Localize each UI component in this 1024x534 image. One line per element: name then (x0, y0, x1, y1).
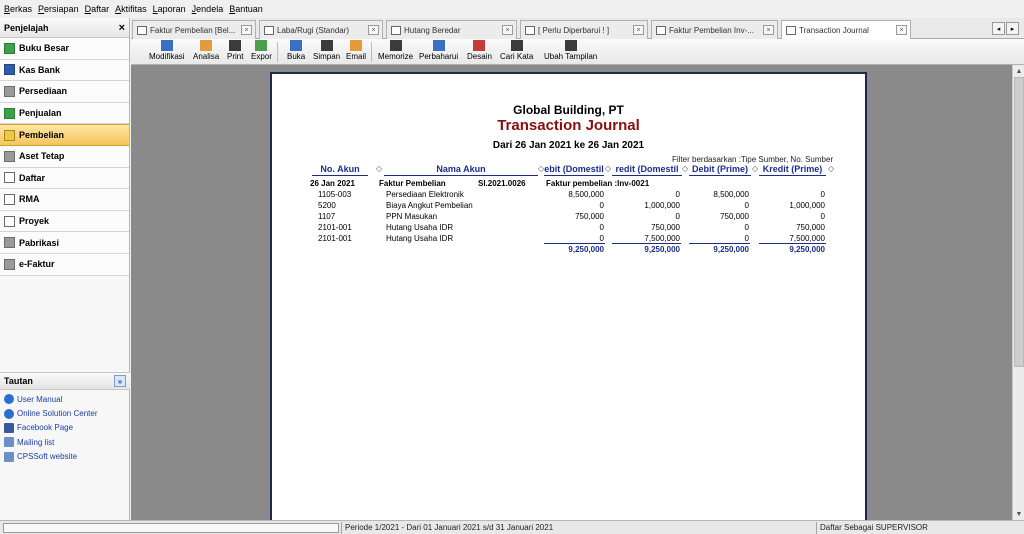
email-icon (350, 40, 362, 51)
help-icon (4, 409, 14, 419)
cell-debit-domestik: 0 (599, 223, 604, 232)
link-mailing-list[interactable] (0, 435, 130, 449)
status-bar (0, 520, 1024, 534)
sidebar-item-proyek[interactable] (0, 211, 129, 233)
ledger-icon (4, 43, 15, 54)
status-user: Daftar Sebagai SUPERVISOR (820, 523, 928, 532)
sidebar-item-e-faktur[interactable] (0, 254, 129, 276)
cell-name: PPN Masukan (386, 212, 438, 221)
toolbar-separator (371, 42, 372, 62)
link-cpssoft-website[interactable] (0, 450, 130, 464)
cell-kredit-prime: 1,000,000 (789, 201, 825, 210)
report-icon (391, 26, 401, 35)
sidebar-item-label: Pabrikasi (19, 237, 60, 248)
link-label: CPSSoft website (17, 452, 78, 462)
perbaharui-button[interactable] (419, 40, 458, 61)
help-icon (4, 394, 14, 404)
efaktur-icon (4, 259, 15, 270)
tab-label: Laba/Rugi (Standar) (277, 25, 350, 35)
menu-bar (0, 0, 1024, 18)
report-icon (264, 26, 274, 35)
tab-label: Faktur Pembelian [Bel... (150, 25, 236, 35)
status-divider (816, 522, 817, 534)
group-type: Faktur Pembelian (379, 179, 446, 188)
link-label: Online Solution Center (17, 409, 98, 419)
close-icon[interactable]: × (763, 25, 774, 35)
tab-label: Faktur Pembelian Inv-... (669, 25, 754, 35)
cell-acct: 5200 (318, 201, 336, 210)
scroll-down-icon[interactable]: ▼ (1015, 510, 1023, 518)
vertical-scrollbar[interactable] (1012, 65, 1024, 520)
cell-name: Persediaan Elektronik (386, 190, 464, 199)
save-icon (321, 40, 333, 51)
cell-kredit-prime: 7,500,000 (789, 234, 825, 243)
tab-perlu-diperbarui[interactable] (520, 20, 648, 39)
cell-kredit-domestik: 7,500,000 (644, 234, 680, 243)
desain-button[interactable] (467, 40, 492, 61)
toolbar-label: Buka (287, 52, 306, 61)
toolbar-label: Perbaharui (419, 52, 459, 61)
cell-name: Hutang Usaha IDR (386, 234, 454, 243)
progress-bar (3, 523, 339, 533)
list-icon (4, 172, 15, 183)
refresh-icon (433, 40, 445, 51)
rma-icon (4, 194, 15, 205)
buka-button[interactable] (287, 40, 305, 61)
document-tab-bar (131, 18, 1024, 39)
mail-icon (4, 437, 14, 447)
status-period: Periode 1/2021 - Dari 01 Januari 2021 s/d 31 Januari 2021 (345, 523, 554, 532)
col-header-kredit-domestik[interactable]: redit (Domestil (612, 164, 682, 176)
toolbar-label: Modifikasi (149, 52, 185, 61)
sidebar-item-label: Pembelian (19, 130, 65, 141)
cari-kata-button[interactable] (500, 40, 533, 61)
sort-icon[interactable]: ◇ (828, 164, 835, 173)
tab-label: Hutang Beredar (404, 25, 461, 35)
cell-kredit-domestik: 750,000 (651, 223, 680, 232)
ubah-tampilan-button[interactable] (544, 40, 597, 61)
sales-icon (4, 108, 15, 119)
cell-name: Hutang Usaha IDR (386, 223, 454, 232)
scroll-thumb[interactable] (1014, 77, 1024, 367)
sort-icon[interactable]: ◇ (605, 164, 612, 173)
sort-icon[interactable]: ◇ (752, 164, 759, 173)
edit-view-icon (565, 40, 577, 51)
close-icon[interactable]: × (896, 25, 907, 35)
toolbar-label: Cari Kata (500, 52, 534, 61)
sidebar-item-label: Penjualan (19, 108, 62, 119)
group-number: SI.2021.0026 (478, 179, 526, 188)
menu-aktifitas[interactable]: Aktifitas (115, 4, 147, 14)
modifikasi-button[interactable] (149, 40, 185, 61)
tab-faktur-pembelian-inv[interactable] (651, 20, 778, 39)
cell-name: Biaya Angkut Pembelian (386, 201, 473, 210)
close-icon[interactable]: × (633, 25, 644, 35)
sidebar-item-label: Proyek (19, 216, 50, 227)
toolbar-label: Ubah Tampilan (544, 52, 598, 61)
cart-icon (656, 26, 666, 35)
cell-kredit-domestik: 0 (675, 190, 680, 199)
memorize-icon (390, 40, 402, 51)
sidebar-title: Penjelajah (4, 22, 49, 33)
cell-acct: 2101-001 (318, 234, 352, 243)
link-label: Facebook Page (17, 423, 74, 433)
link-online-solution-center[interactable] (0, 406, 130, 420)
simpan-button[interactable] (313, 40, 340, 61)
close-icon[interactable]: × (368, 25, 379, 35)
group-date: 26 Jan 2021 (310, 179, 355, 188)
chevron-left-icon[interactable]: ◂ (992, 22, 1005, 35)
menu-persiapan[interactable]: Persiapan (38, 4, 79, 14)
cell-kredit-domestik: 0 (675, 212, 680, 221)
toolbar-separator (277, 42, 278, 62)
company-name: Global Building, PT (513, 103, 624, 117)
link-label: Mailing list (17, 437, 55, 447)
total-kredit-prime: 9,250,000 (789, 245, 825, 254)
modify-icon (161, 40, 173, 51)
col-header-nama-akun[interactable]: Nama Akun (384, 164, 538, 176)
toolbar-label: Simpan (313, 52, 341, 61)
group-desc: Faktur pembelian :Inv-0021 (546, 179, 650, 188)
status-divider (341, 522, 342, 534)
cell-kredit-prime: 750,000 (796, 223, 825, 232)
col-header-debit-domestik[interactable]: ebit (Domestil (544, 164, 604, 174)
report-filter: Filter berdasarkan :Tipe Sumber, No. Sumber (672, 155, 834, 164)
chevron-right-icon[interactable]: ▸ (1006, 22, 1019, 35)
sort-icon[interactable]: ◇ (538, 164, 545, 173)
menu-laporan[interactable]: Laporan (152, 4, 186, 14)
cell-acct: 1107 (318, 212, 336, 221)
report-title: Transaction Journal (497, 117, 640, 134)
web-icon (4, 452, 14, 462)
open-icon (290, 40, 302, 51)
sidebar-item-buku-besar[interactable] (0, 38, 129, 60)
search-icon (511, 40, 523, 51)
scroll-up-icon[interactable]: ▲ (1015, 67, 1023, 75)
memorize-button[interactable] (378, 40, 413, 61)
toolbar-label: Memorize (378, 52, 414, 61)
tab-transaction-journal[interactable] (781, 20, 911, 40)
tab-laba-rugi[interactable] (259, 20, 383, 39)
close-icon[interactable]: × (241, 25, 252, 35)
analisa-button[interactable] (193, 40, 219, 61)
sidebar-item-penjualan[interactable] (0, 103, 129, 125)
link-user-manual[interactable] (0, 392, 130, 406)
col-header-kredit-prime[interactable]: Kredit (Prime) (759, 164, 826, 176)
cell-debit-prime: 0 (744, 234, 749, 243)
toolbar-label: Expor (251, 52, 272, 61)
col-header-no-akun[interactable]: No. Akun (312, 164, 368, 176)
sidebar-item-persediaan[interactable] (0, 81, 129, 103)
sort-icon[interactable]: ◇ (376, 164, 383, 173)
chart-icon (200, 40, 212, 51)
links-header (0, 372, 130, 390)
sidebar-item-daftar[interactable] (0, 168, 129, 190)
sidebar-item-pembelian[interactable] (0, 124, 129, 146)
cell-debit-domestik: 0 (599, 234, 604, 243)
cart-icon (525, 26, 535, 35)
bank-icon (4, 64, 15, 75)
menu-bantuan[interactable]: Bantuan (229, 4, 263, 14)
sidebar-item-aset-tetap[interactable] (0, 146, 129, 168)
sidebar-item-label: Persediaan (19, 86, 68, 97)
menu-berkas[interactable]: Berkas (4, 4, 33, 14)
sidebar-item-label: Aset Tetap (19, 151, 65, 162)
tab-faktur-pembelian[interactable] (132, 20, 256, 39)
cell-debit-domestik: 8,500,000 (568, 190, 604, 199)
print-button[interactable] (227, 40, 243, 61)
menu-daftar[interactable]: Daftar (84, 4, 110, 14)
links-list (0, 392, 130, 464)
report-page (270, 72, 867, 520)
cell-kredit-prime: 0 (820, 190, 825, 199)
toolbar-label: Desain (467, 52, 492, 61)
factory-icon (4, 237, 15, 248)
total-debit-prime: 9,250,000 (713, 245, 749, 254)
sidebar-item-label: Buku Besar (19, 43, 70, 54)
cell-kredit-prime: 0 (820, 212, 825, 221)
design-icon (473, 40, 485, 51)
building-icon (4, 151, 15, 162)
email-button[interactable] (346, 40, 366, 61)
links-title: Tautan (4, 376, 33, 386)
sidebar-item-label: Daftar (19, 172, 46, 183)
total-kredit-domestik: 9,250,000 (644, 245, 680, 254)
sort-icon[interactable]: ◇ (682, 164, 689, 173)
sidebar-item-kas-bank[interactable] (0, 60, 129, 82)
sidebar-item-rma[interactable] (0, 189, 129, 211)
link-facebook-page[interactable] (0, 421, 130, 435)
cell-debit-domestik: 750,000 (575, 212, 604, 221)
toolbar-label: Print (227, 52, 244, 61)
col-header-debit-prime[interactable]: Debit (Prime) (689, 164, 751, 176)
printer-icon (229, 40, 241, 51)
link-label: User Manual (17, 394, 63, 404)
close-icon[interactable]: × (502, 25, 513, 35)
cell-kredit-domestik: 1,000,000 (644, 201, 680, 210)
toolbar-label: Analisa (193, 52, 220, 61)
cart-icon (137, 26, 147, 35)
toolbar-label: Email (346, 52, 367, 61)
inventory-icon (4, 86, 15, 97)
project-icon (4, 216, 15, 227)
sidebar-item-label: Kas Bank (19, 64, 61, 75)
report-icon (786, 26, 796, 35)
facebook-icon (4, 423, 14, 433)
cell-debit-prime: 0 (744, 223, 749, 232)
tab-hutang-beredar[interactable] (386, 20, 517, 39)
tab-label: [ Perlu Diperbarui ! ] (538, 25, 610, 35)
cell-debit-prime: 750,000 (720, 212, 749, 221)
cell-debit-domestik: 0 (599, 201, 604, 210)
total-debit-domestik: 9,250,000 (568, 245, 604, 254)
cell-debit-prime: 8,500,000 (713, 190, 749, 199)
tab-label: Transaction Journal (799, 26, 869, 35)
sidebar-item-pabrikasi[interactable] (0, 232, 129, 254)
menu-jendela[interactable]: Jendela (191, 4, 224, 14)
export-icon (255, 40, 267, 51)
cell-acct: 2101-001 (318, 223, 352, 232)
sidebar-item-label: RMA (19, 194, 40, 205)
sidebar-item-label: e-Faktur (19, 259, 55, 270)
sidebar-header (0, 18, 129, 38)
report-date-range: Dari 26 Jan 2021 ke 26 Jan 2021 (492, 140, 645, 151)
close-icon[interactable]: × (118, 21, 125, 34)
chevron-down-icon[interactable]: » (114, 375, 126, 387)
cart-icon (4, 130, 15, 141)
cell-acct: 1105-003 (318, 190, 352, 199)
cell-debit-prime: 0 (744, 201, 749, 210)
expor-button[interactable] (251, 40, 272, 61)
report-toolbar (131, 39, 1024, 65)
